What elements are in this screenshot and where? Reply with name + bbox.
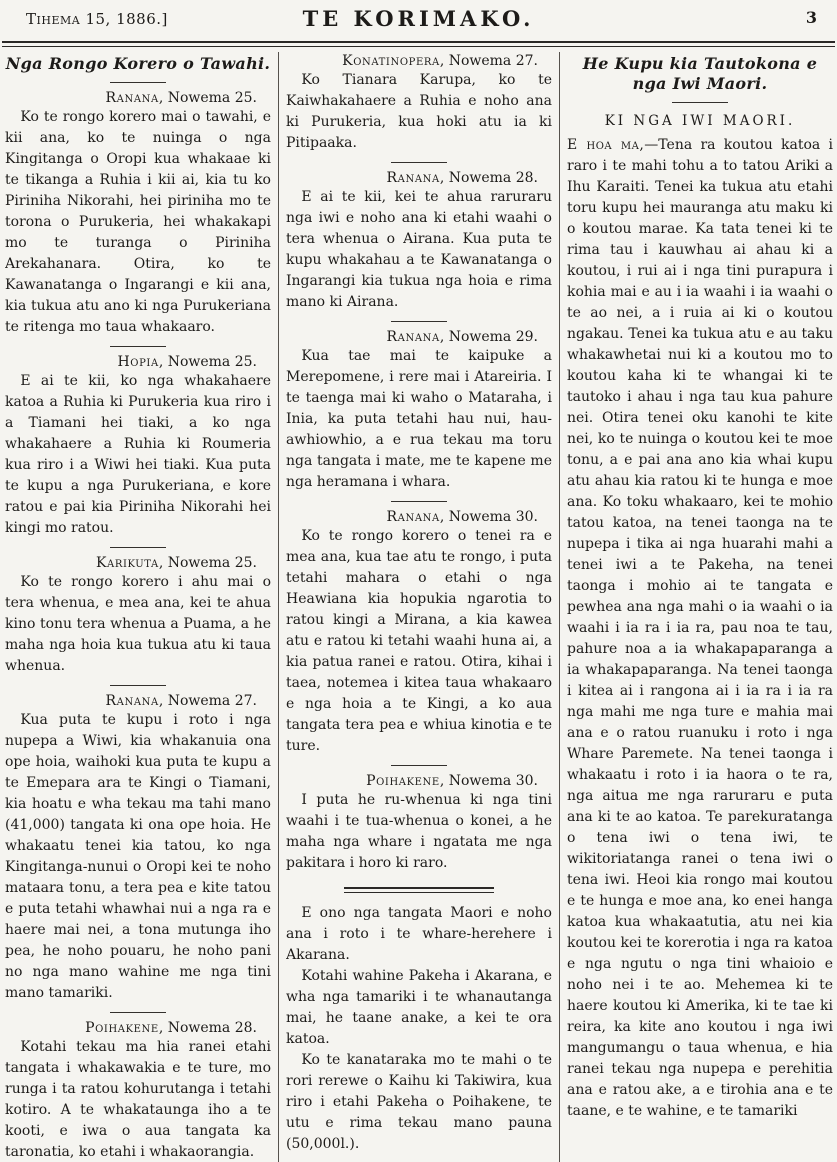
- masthead-title: TE KORIMAKO.: [302, 6, 535, 31]
- dateline-date: , Nowema 28.: [158, 1020, 257, 1036]
- news-brief: Kotahi wahine Pakeha i Akarana, e wha nga tamariki i te whanautanga mai, he taane anake, a kei te ora katoa.: [286, 968, 552, 1047]
- dateline: [286, 170, 552, 186]
- dateline-date: , Nowema 27.: [439, 53, 538, 69]
- dateline-place: Ranana: [105, 90, 159, 106]
- dateline-place: Poihakene: [85, 1020, 159, 1036]
- dateline: [286, 773, 552, 789]
- section-divider: [110, 685, 166, 686]
- section-text: Ko te rongo korero i ahu mai o tera whenua, e mea ana, kei te ahua kino tonu tera whenua a Puama, a he maha nga hoia kua tukua atu ki taua whenua.: [5, 574, 271, 674]
- section-text: Kua tae mai te kaipuke a Merepomene, i rere mai i Atareiria. I te taenga mai ki waho o Mataraha, i Inia, ka puta tetahi hau nui, hau-awhiowhio, a e rua tekau ma toru nga tangata i mate, me te kapene me nga heramana i whara.: [286, 348, 552, 490]
- dateline: [5, 354, 271, 370]
- section-text: Ko te rongo korero mai o tawahi, e kii ana, ko te nuinga o nga Kingitanga o Oropi kua whakaae ki te tikanga a Ruhia i kii ai, kia tu ko Piriniha Nikorahi, hei piriniha mo te torona o Purukeria, hei whakakapi mo te turanga o Piriniha Arekahanara. Otira, ko te Kawanatanga o Ingarangi e kii ana, kia tukua atu ano ki nga Purukeriana te ritenga mo taua whakaaro.: [5, 109, 271, 335]
- news-section: [5, 693, 271, 1004]
- masthead-date: Tihema 15, 1886.]: [26, 10, 168, 28]
- news-section: [5, 555, 271, 677]
- dateline-place: Konatinopera: [342, 53, 440, 69]
- column-rule: [278, 52, 279, 1162]
- section-text: Kotahi tekau ma hia ranei etahi tangata i whakawakia e te ture, mo runga i ta ratou kohurutanga i tetahi kotiro. A te whakataunga iho a te kooti, e iwa o aua tangata ka taronatia, ko etahi i whakaorangia.: [5, 1039, 271, 1160]
- dateline-place: Ranana: [105, 693, 159, 709]
- section-divider: [391, 765, 447, 766]
- article-heading: Nga Rongo Korero o Tawahi.: [5, 54, 271, 73]
- section-divider: [391, 501, 447, 502]
- column-rule: [559, 52, 560, 1162]
- column-3: [567, 52, 833, 1162]
- dateline: [286, 53, 552, 69]
- column-2: [286, 52, 552, 1162]
- dateline-date: , Nowema 30.: [439, 773, 538, 789]
- section-divider: [110, 346, 166, 347]
- section-divider: [110, 547, 166, 548]
- section-text: E ai te kii, ko nga whakahaere katoa a Ruhia ki Purukeria kua riro i a Tiamani hei tiaki, a ko nga whakahaere a Ruhia ki Roumeria kua riro i a Wiwi hei tiaki. Kua puta te kupu a nga Purukeriana, e kore ratou e pai kia Piriniha Nikorahi hei kingi mo ratou.: [5, 373, 271, 536]
- news-section: [286, 773, 552, 874]
- news-section: [5, 90, 271, 338]
- dateline-place: Ranana: [386, 170, 440, 186]
- dateline-place: Poihakene: [366, 773, 440, 789]
- dateline-place: Hopia: [117, 354, 159, 370]
- dateline-place: Ranana: [386, 329, 440, 345]
- dateline-date: , Nowema 29.: [439, 329, 538, 345]
- section-divider: [110, 82, 166, 83]
- news-section: [286, 170, 552, 313]
- section-divider: [110, 1012, 166, 1013]
- news-section: [286, 53, 552, 154]
- dateline-place: Karikuta: [95, 555, 159, 571]
- dateline-date: , Nowema 25.: [158, 354, 257, 370]
- dateline-place: Ranana: [386, 509, 440, 525]
- column-1: [5, 52, 271, 1162]
- dateline: [5, 1020, 271, 1036]
- dateline-date: , Nowema 25.: [158, 555, 257, 571]
- article-subheading: KI NGA IWI MAORI.: [604, 113, 796, 129]
- section-text: I puta he ru-whenua ki nga tini waahi i te tua-whenua o konei, a he maha nga whare i ngatata me nga pakitara i horo ki raro.: [286, 792, 552, 871]
- dateline-date: , Nowema 25.: [158, 90, 257, 106]
- section-divider: [672, 102, 728, 103]
- news-section: [5, 354, 271, 539]
- dateline-date: , Nowema 30.: [439, 509, 538, 525]
- article-heading: He Kupu kia Tautokona e nga Iwi Maori.: [582, 54, 818, 93]
- news-brief: Ko te kanataraka mo te mahi o te rori rerewe o Kaihu ki Takiwira, kua riro i etahi Pakeha o Poihakene, te utu e rima tekau mano pauna (50,000l.).: [286, 1052, 552, 1152]
- dateline: [5, 555, 271, 571]
- dateline-date: , Nowema 28.: [439, 170, 538, 186]
- dateline: [286, 329, 552, 345]
- dateline-date: , Nowema 27.: [158, 693, 257, 709]
- section-text: Ko Tianara Karupa, ko te Kaiwhakahaere a Ruhia e noho ana ki Purukeria, kua hoki atu ia ki Pitipaaka.: [286, 72, 552, 151]
- news-section: [5, 1020, 271, 1162]
- news-section: [286, 329, 552, 493]
- news-section: [286, 509, 552, 757]
- dateline: [286, 509, 552, 525]
- article-body-text: —Tena ra koutou katoa i raro i te mahi tohu a to tatou Ariki a Ihu Karaiti. Tenei ka tukua atu etahi toru kupu hei mauranga atu maku ki o koutou marae. Ka tata tenei ki te rima tau i kauwhau ai ahau ki a koutou, i rui ai i nga tini purapura i kohia mai e au i ia waahi i ia waahi o te ao nei, a i ruia ai ki o koutou ngakau. Tenei ka tukua atu e au taku whakawhetai nui ki a koutou mo to koutou kaha ki te whangai ki te tautoko i ahau i nga tau kua pahure nei. Otira tenei oku kanohi te kite nei, ko te nuinga o koutou kei te moe tonu, a e pai ana ano kia whai kupu atu ahau kia ratou ki te hunga e moe ana. Ko toku whakaaro, kei te mohio tatou katoa, na tenei taonga na te nupepa i tika ai nga huarahi mahi a tenei iwi a te Pakeha, na tenei taonga i mohio ai te tangata e pewhea ana nga mahi o ia waahi o ia waahi i ia ra i ia ra, pau noa te tau, pahure noa a ia whakapaparanga a ia whakapaparanga. Na tenei taonga i kitea ai i rangona ai i ia ra i ia ra nga mahi me nga ture e mahia mai ana e o ratou ruanuku i roto i nga Whare Paremete. Na tenei taonga i whakaatu i roto i ia haora o te ra, nga aitua me nga raruraru e puta ana ki te ao katoa. Te parekuratanga o tena iwi o tena iwi, te wikitoriatanga ranei o tena iwi o tena iwi. Heoi kia rongo mai koutou e te hunga e moe ana, ko enei hanga katoa kua whakaatutia, atu nei kia koutou kei te korerotia i nga ra katoa e nga ngutu o nga tini whaioio e noho nei i te ao. Mehemea ki te haere koutou ki Amerika, ki te tae ki reira, ka kite ano koutou i nga iwi mangumangu o taua whenua, e hia ranei tekau nga nupepa e perehitia ana e ratou ake, a e tirohia ana e te taane, e te wahine, e te tamariki: [567, 137, 833, 1119]
- page-number: 3: [805, 8, 817, 27]
- article-body: [567, 135, 833, 1122]
- dateline: [5, 90, 271, 106]
- section-divider: [391, 321, 447, 322]
- double-rule-divider: [344, 887, 494, 893]
- dateline: [5, 693, 271, 709]
- section-text: Ko te rongo korero o tenei ra e mea ana, kua tae atu te rongo, i puta tetahi mahara o etahi o nga Heawiana kia hopukia ngarotia to ratou kingi a Mirana, a kia kawea atu e ratou ki tetahi waahi huna ai, a kia patua ranei e ratou. Otira, kihai i taea, notemea i kitea taua whakaaro e nga hoia a te Kingi, a ko aua tangata tera pea e whiua kinotia e te ture.: [286, 528, 552, 754]
- section-divider: [391, 162, 447, 163]
- salutation: E hoa ma,: [567, 137, 645, 153]
- news-brief: E ono nga tangata Maori e noho ana i roto i te whare-herehere i Akarana.: [286, 905, 552, 963]
- section-text: E ai te kii, kei te ahua raruraru nga iwi e noho ana ki etahi waahi o tera whenua o Airana. Kua puta te kupu whakahau a te Kawanatanga o Ingarangi kia tukua nga hoia e rima mano ki Airana.: [286, 189, 552, 310]
- section-text: Kua puta te kupu i roto i nga nupepa a Wiwi, kia whakanuia ona ope hoia, waihoki kua puta te kupu a te Emepara ara te Kingi o Tiamani, kia hoatu e wha tekau ma tahi mano (41,000) tangata ki ona ope hoia. He whakaatu tenei kia tatou, ko nga Kingitanga-nunui o Oropi kei te noho mataara tonu, a tera pea e kite tatou e puta tetahi whawhai nui a nga ra e haere mai nei, a tona mutunga iho pea, he noho pouaru, he noho pani no nga mano wahine me nga tini mano tamariki.: [5, 712, 271, 1001]
- masthead: [0, 0, 837, 41]
- columns: [0, 47, 837, 1162]
